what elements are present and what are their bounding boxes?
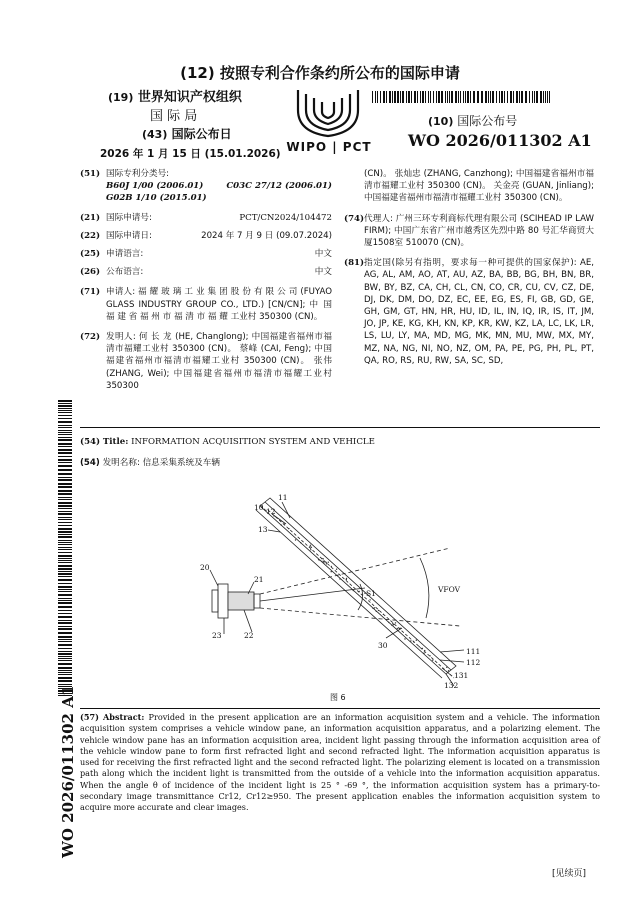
barcode-top-svg bbox=[372, 91, 552, 103]
field-app-no: (21) 国际申请号: PCT/CN2024/104472 bbox=[80, 212, 332, 223]
barcode-bar bbox=[58, 576, 72, 577]
barcode-bar bbox=[386, 91, 387, 103]
barcode-bar bbox=[58, 469, 72, 471]
barcode-bar bbox=[536, 91, 538, 103]
barcode-bar bbox=[58, 680, 72, 682]
barcode-bar bbox=[58, 452, 72, 454]
label-22: 22 bbox=[244, 631, 254, 640]
barcode-bar bbox=[58, 555, 72, 557]
wipo-logo bbox=[286, 80, 372, 160]
barcode-bar bbox=[58, 626, 72, 627]
barcode-bar bbox=[392, 91, 393, 103]
barcode-bar bbox=[58, 674, 72, 675]
barcode-bar bbox=[417, 91, 418, 103]
barcode-bar bbox=[58, 443, 72, 445]
field-inventors: (72) 发明人: 何 长 龙 (HE, Changlong); 中国福建省福州市福清市福耀工业村 350300 (CN)。 蔡峰 (CAI, Feng); 中国福建省福州市福清市福耀工业村 350300 (CN)。 张伟 (ZHANG, Wei); 中国福建省福州市福清市福耀工业村 350300 bbox=[80, 332, 332, 391]
barcode-bar bbox=[545, 91, 546, 103]
barcode-bar bbox=[532, 91, 533, 103]
barcode-bar bbox=[58, 434, 72, 435]
barcode-bar bbox=[58, 560, 72, 561]
section-divider bbox=[80, 427, 600, 428]
left-column bbox=[80, 168, 332, 392]
pane-dot bbox=[281, 524, 282, 525]
barcode-bar bbox=[496, 91, 497, 103]
pub-date-value: 2026 年 1 月 15 日 (15.01.2026) bbox=[100, 148, 281, 160]
label-12: 12 bbox=[266, 507, 276, 516]
pane-layer bbox=[256, 510, 442, 678]
side-barcode bbox=[58, 400, 72, 700]
barcode-bar bbox=[534, 91, 535, 103]
pane-dot bbox=[410, 640, 411, 641]
barcode-bar bbox=[58, 620, 72, 621]
barcode-bar bbox=[516, 91, 518, 103]
barcode-bar bbox=[58, 519, 72, 520]
barcode-bar bbox=[58, 628, 72, 630]
pane-dot bbox=[383, 614, 384, 615]
barcode-bar bbox=[58, 591, 72, 592]
barcode-bar bbox=[521, 91, 523, 103]
barcode-bar bbox=[58, 511, 72, 512]
document-title: (12) 按照专利合作条约所公布的国际申请 bbox=[180, 64, 460, 82]
pane-dot bbox=[399, 628, 400, 629]
barcode-bar bbox=[58, 430, 72, 431]
pane-dot bbox=[376, 611, 377, 612]
pane-dot bbox=[310, 549, 311, 550]
pane-dot bbox=[416, 640, 417, 641]
pane-dot bbox=[321, 561, 322, 562]
pane-dot bbox=[397, 628, 398, 629]
barcode-bar bbox=[58, 528, 72, 530]
label-13: 13 bbox=[258, 525, 268, 534]
title-chinese: (54) 发明名称: 信息采集系统及车辆 bbox=[80, 458, 220, 468]
barcode-bar bbox=[438, 91, 440, 103]
barcode-bar bbox=[58, 531, 72, 533]
field-pub-lang: (26) 公布语言: 中文 bbox=[80, 267, 332, 278]
barcode-bar bbox=[406, 91, 407, 103]
pane-dot bbox=[319, 560, 320, 561]
barcode-bar bbox=[504, 91, 505, 103]
barcode-bar bbox=[465, 91, 466, 103]
barcode-bar bbox=[58, 459, 72, 461]
org-block: (19) 世界知识产权组织 国 际 局 bbox=[108, 86, 258, 124]
barcode-bar bbox=[58, 497, 72, 498]
barcode-bar bbox=[549, 91, 550, 103]
barcode-bar bbox=[58, 651, 72, 652]
pane-dot bbox=[318, 559, 319, 560]
label-10: 10 bbox=[254, 503, 264, 512]
barcode-bar bbox=[540, 91, 542, 103]
leader-line bbox=[210, 570, 218, 586]
pane-dot bbox=[378, 610, 379, 611]
label-vfov: VFOV bbox=[438, 585, 461, 594]
pane-dot bbox=[323, 561, 324, 562]
pane-dot bbox=[295, 539, 296, 540]
barcode-bar bbox=[433, 91, 434, 103]
barcode-bar bbox=[58, 403, 72, 404]
pane-dot bbox=[419, 646, 420, 647]
barcode-bar bbox=[58, 493, 72, 495]
lens-front bbox=[254, 594, 260, 608]
pane-dot bbox=[346, 578, 347, 579]
label-20: 20 bbox=[200, 563, 210, 572]
pane-dot bbox=[300, 542, 301, 543]
barcode-bar bbox=[58, 613, 72, 614]
field-classification: (51) 国际专利分类号: B60J 1/00 (2006.01) C03C 27/12 (2006.01) G02B 1/10 (2015.01) bbox=[80, 169, 332, 204]
barcode-bar bbox=[58, 499, 72, 500]
field-designated-states: (81) 指定国(除另有指明，要求每一种可提供的国家保护): AE, AG, AL, AM, AO, AT, AU, AZ, BA, BB, BG, BH, BN, BR, BW, BY, BZ, CA, CH, CL, CN, CO, CR, CU, CV, CZ, DE, DJ, DK, DM, DO, DZ, EC, EE, EG, ES, FI, GB, GD, GE, GH, GM, GT, HN, HR, HU, ID, IL, IN, IQ, IR, IS, IT, JM, JO, JP, KE, KG, KH, KN, KP, KR, KW, KZ, LA, LC, LK, LR, LS, LU, LY, MA, MD, MG, MK, MN, MU, MW, MX, MY, MZ, NA, NG, NI, NO, NZ, OM, PA, PE, PG, PH, PL, PT, QA, RO, RS, RU, RW, SA, SC, SD, bbox=[344, 258, 594, 366]
barcode-bar bbox=[372, 91, 373, 103]
barcode-bar bbox=[58, 473, 72, 475]
barcode-bar bbox=[58, 513, 72, 515]
barcode-bar bbox=[58, 400, 72, 402]
barcode-bar bbox=[58, 648, 72, 649]
pane-dot bbox=[392, 623, 393, 624]
pane-dot bbox=[424, 650, 425, 651]
barcode-bar bbox=[58, 415, 72, 416]
pane-dot bbox=[353, 590, 354, 591]
barcode-bar bbox=[58, 641, 72, 642]
barcode-bar bbox=[400, 91, 401, 103]
barcode-bar bbox=[529, 91, 530, 103]
barcode-bar bbox=[58, 421, 72, 423]
barcode-bar bbox=[58, 465, 72, 467]
barcode-bar bbox=[58, 544, 72, 545]
barcode-bar bbox=[58, 517, 72, 518]
pane-dot bbox=[288, 528, 289, 529]
label-11: 11 bbox=[278, 493, 288, 502]
barcode-bar bbox=[58, 547, 72, 548]
barcode-bar bbox=[58, 622, 72, 624]
barcode-bar bbox=[58, 502, 72, 504]
barcode-bar bbox=[58, 505, 72, 507]
label-s1: S1 bbox=[366, 589, 376, 598]
pane-dot bbox=[309, 546, 310, 547]
barcode-bar bbox=[501, 91, 503, 103]
barcode-bar bbox=[414, 91, 416, 103]
barcode-bar bbox=[490, 91, 491, 103]
barcode-bar bbox=[519, 91, 520, 103]
barcode-bar bbox=[543, 91, 544, 103]
camera-lens bbox=[228, 592, 254, 610]
barcode-bar bbox=[58, 579, 72, 581]
pub-date-block: (43) 国际公布日 2026 年 1 月 15 日 (15.01.2026) bbox=[100, 127, 281, 160]
pane-dot bbox=[369, 599, 370, 600]
barcode-bar bbox=[58, 571, 72, 572]
barcode-bar bbox=[420, 91, 421, 103]
barcode-bar bbox=[58, 522, 72, 523]
barcode-bar bbox=[58, 616, 72, 618]
top-barcode bbox=[372, 88, 552, 100]
angle-arc-vfov bbox=[420, 558, 429, 618]
barcode-bar bbox=[58, 602, 72, 604]
barcode-bar bbox=[58, 660, 72, 661]
pane-dot bbox=[321, 558, 322, 559]
barcode-bar bbox=[451, 91, 453, 103]
barcode-bar bbox=[58, 667, 72, 669]
barcode-bar bbox=[58, 449, 72, 451]
wipo-pct-text: WIPO | PCT bbox=[286, 140, 372, 154]
barcode-bar bbox=[58, 636, 72, 638]
abstract: (57) Abstract: Provided in the present application are an information acquisition system and a vehicle. The information acquisition system comprises a vehicle window pane, an information acquisition apparatus, and a polarizing element. The vehicle window pane has an information acquisition area, incident light passing through the information acquisition area of the vehicle window pane to form first refracted light and second refracted light. The information acquisition apparatus is used for receiving the first refracted light and the second refracted light. The polarizing element is located on a transmission path along which the incident light is transmitted from the outside of a vehicle into the information acquisition apparatus. When the angle θ of incidence of the incident light is 25 ° -69 °, the information acquisition system has a primary-to-secondary image transmittance Cr12, Cr12≥950. The present application enables the information acquisition system to acquire more accurate and clear images. bbox=[80, 712, 601, 813]
barcode-bar bbox=[58, 446, 72, 447]
pane-dot bbox=[346, 579, 347, 580]
barcode-side-svg bbox=[58, 400, 72, 700]
barcode-bar bbox=[58, 639, 72, 640]
barcode-bar bbox=[58, 589, 72, 590]
barcode-bar bbox=[58, 549, 72, 550]
pane-dot bbox=[311, 547, 312, 548]
barcode-bar bbox=[389, 91, 391, 103]
barcode-bar bbox=[394, 91, 396, 103]
barcode-bar bbox=[58, 606, 72, 608]
barcode-bar bbox=[58, 610, 72, 611]
title-english: (54) Title: INFORMATION ACQUISITION SYSTEM AND VEHICLE bbox=[80, 437, 375, 447]
field-applicant: (71) 申请人: 福 耀 玻 璃 工 业 集 团 股 份 有 限 公 司 (FUYAO GLASS INDUSTRY GROUP CO., LTD.) [CN/CN]; 中 国 福 建 省 福 州 市 福 清 市 福 耀 工业村 350300 (CN)。 bbox=[80, 287, 332, 322]
barcode-bar bbox=[380, 91, 381, 103]
barcode-bar bbox=[58, 558, 72, 559]
barcode-bar bbox=[58, 562, 72, 563]
barcode-bar bbox=[58, 405, 72, 407]
barcode-bar bbox=[492, 91, 494, 103]
class-entry: C03C 27/12 (2006.01) bbox=[226, 181, 332, 192]
barcode-bar bbox=[425, 91, 426, 103]
barcode-bar bbox=[510, 91, 512, 103]
right-column bbox=[344, 168, 594, 367]
barcode-bar bbox=[377, 91, 378, 103]
barcode-bar bbox=[58, 658, 72, 659]
pane-dot bbox=[404, 638, 405, 639]
barcode-bar bbox=[58, 672, 72, 673]
barcode-bar bbox=[408, 91, 410, 103]
barcode-bar bbox=[58, 573, 72, 575]
barcode-bar bbox=[58, 536, 72, 538]
barcode-bar bbox=[58, 410, 72, 411]
class-entry: B60J 1/00 (2006.01) bbox=[106, 181, 204, 192]
pane-dot bbox=[395, 622, 396, 623]
barcode-bar bbox=[507, 91, 508, 103]
pane-dot bbox=[429, 655, 430, 656]
barcode-bar bbox=[488, 91, 489, 103]
pane-dot bbox=[388, 622, 389, 623]
label-111: 111 bbox=[466, 647, 481, 656]
abstract-text: Provided in the present application are an information acquisition system and a vehicle. The information acquisition system comprises a vehicle window pane, an information acquisition apparatus, and a polarizing element. The vehicle window pane has an information acquisition area, incident light passing through the information acquisition area of the vehicle window pane to form first refracted light and second refracted light. The information acquisition apparatus is used for receiving the first refracted light and the second refracted light. The polarizing element is located on a transmission path along which the incident light is transmitted from the outside of a vehicle into the information acquisition apparatus. When the angle θ of incidence of the incident light is 25 ° -69 °, the information acquisition system has a primary-to-secondary image transmittance Cr12, Cr12≥950. The present application enables the information acquisition system to acquire more accurate and clear images. bbox=[80, 712, 601, 813]
pane-dot bbox=[446, 667, 447, 668]
label-132: 132 bbox=[444, 681, 459, 688]
barcode-bar bbox=[470, 91, 471, 103]
field-app-date: (22) 国际申请日: 2024 年 7 月 9 日 (09.07.2024) bbox=[80, 230, 332, 241]
pub-no-block: (10) 国际公布号 WO 2026/011302 A1 bbox=[408, 112, 608, 150]
camera-body bbox=[218, 584, 228, 618]
barcode-bar bbox=[58, 425, 72, 426]
pane-dot bbox=[422, 648, 423, 649]
barcode-bar bbox=[428, 91, 429, 103]
class-entry: G02B 1/10 (2015.01) bbox=[106, 193, 207, 204]
barcode-bar bbox=[422, 91, 424, 103]
label-112: 112 bbox=[466, 658, 481, 667]
pane-dot bbox=[423, 652, 424, 653]
barcode-bar bbox=[58, 525, 72, 526]
barcode-bar bbox=[449, 91, 450, 103]
leader-line bbox=[440, 650, 464, 652]
barcode-bar bbox=[58, 439, 72, 441]
barcode-bar bbox=[477, 91, 479, 103]
barcode-bar bbox=[458, 91, 459, 103]
pane-dot bbox=[328, 562, 329, 563]
barcode-bar bbox=[58, 670, 72, 671]
barcode-bar bbox=[58, 483, 72, 485]
barcode-bar bbox=[58, 479, 72, 481]
barcode-bar bbox=[58, 677, 72, 679]
barcode-bar bbox=[58, 508, 72, 509]
pane-dot bbox=[413, 641, 414, 642]
barcode-bar bbox=[58, 490, 72, 492]
pane-dot bbox=[283, 523, 284, 524]
barcode-bar bbox=[447, 91, 448, 103]
barcode-bar bbox=[397, 91, 399, 103]
barcode-bar bbox=[58, 565, 72, 567]
continued-note: [见续页] bbox=[552, 869, 587, 879]
barcode-bar bbox=[58, 462, 72, 463]
barcode-bar bbox=[58, 586, 72, 588]
barcode-bar bbox=[58, 568, 72, 570]
pub-no-value: WO 2026/011302 A1 bbox=[408, 131, 592, 150]
leader-line bbox=[244, 610, 252, 632]
figure-caption: 图 6 bbox=[330, 693, 346, 702]
pane-dot bbox=[362, 594, 363, 595]
barcode-bar bbox=[547, 91, 548, 103]
barcode-bar bbox=[463, 91, 464, 103]
pane-dot bbox=[359, 591, 360, 592]
pane-dot bbox=[393, 624, 394, 625]
barcode-bar bbox=[58, 412, 72, 413]
pane-dot bbox=[331, 566, 332, 567]
field-agent: (74) 代理人: 广州三环专利商标代理有限公司 (SCIHEAD IP LAW FIRM); 中国广东省广州市越秀区先烈中路 80 号汇华商贸大厦1508室 510070 (CN)。 bbox=[344, 213, 594, 249]
pane-dot bbox=[374, 607, 375, 608]
barcode-bar bbox=[58, 408, 72, 409]
barcode-bar bbox=[58, 600, 72, 601]
side-pub-number: WO 2026/011302 A1 bbox=[59, 685, 77, 858]
label-23: 23 bbox=[212, 631, 222, 640]
barcode-bar bbox=[58, 644, 72, 646]
field-filing-lang: (25) 申请语言: 中文 bbox=[80, 249, 332, 260]
pane-dot bbox=[310, 545, 311, 546]
label-21: 21 bbox=[254, 575, 264, 584]
barcode-bar bbox=[383, 91, 385, 103]
pane-dot bbox=[391, 625, 392, 626]
pane-dot bbox=[326, 562, 327, 563]
barcode-bar bbox=[460, 91, 461, 103]
barcode-bar bbox=[499, 91, 500, 103]
barcode-bar bbox=[402, 91, 404, 103]
barcode-bar bbox=[436, 91, 437, 103]
pane-dot bbox=[331, 571, 332, 572]
barcode-bar bbox=[58, 456, 72, 457]
pane-dot bbox=[326, 563, 327, 564]
barcode-bar bbox=[58, 594, 72, 596]
barcode-bar bbox=[58, 432, 72, 433]
patent-drawing bbox=[190, 488, 500, 688]
barcode-bar bbox=[58, 663, 72, 665]
barcode-bar bbox=[58, 477, 72, 478]
fov-line bbox=[260, 608, 460, 626]
barcode-bar bbox=[455, 91, 457, 103]
org-name: 世界知识产权组织 bbox=[137, 90, 242, 105]
barcode-bar bbox=[485, 91, 487, 103]
pane-dot bbox=[372, 608, 373, 609]
pane-layer bbox=[265, 502, 451, 670]
inventors-continued: (CN)。 张灿忠 (ZHANG, Canzhong); 中国福建省福州市福清市福耀工业村 350300 (CN)。 关金亮 (GUAN, Jinliang); 中国福建省福州市福清市福耀工业村 350300 (CN)。 bbox=[364, 169, 594, 204]
pane-dot bbox=[448, 670, 449, 671]
barcode-bar bbox=[58, 653, 72, 655]
barcode-bar bbox=[430, 91, 431, 103]
barcode-bar bbox=[58, 598, 72, 599]
pane-dot bbox=[323, 562, 324, 563]
pane-dot bbox=[323, 558, 324, 559]
label-131: 131 bbox=[454, 671, 469, 680]
abstract-divider bbox=[80, 708, 600, 709]
barcode-bar bbox=[58, 486, 72, 488]
barcode-bar bbox=[58, 542, 72, 543]
barcode-bar bbox=[58, 583, 72, 584]
camera-mount bbox=[212, 590, 218, 612]
barcode-bar bbox=[58, 534, 72, 535]
barcode-bar bbox=[375, 91, 376, 103]
barcode-bar bbox=[481, 91, 483, 103]
barcode-bar bbox=[445, 91, 446, 103]
barcode-bar bbox=[58, 540, 72, 541]
barcode-bar bbox=[58, 656, 72, 657]
barcode-bar bbox=[441, 91, 443, 103]
barcode-bar bbox=[58, 552, 72, 553]
barcode-bar bbox=[58, 427, 72, 428]
label-30: 30 bbox=[378, 641, 388, 650]
pane-dot bbox=[339, 578, 340, 579]
barcode-bar bbox=[513, 91, 514, 103]
barcode-bar bbox=[473, 91, 475, 103]
barcode-bar bbox=[467, 91, 469, 103]
barcode-bar bbox=[411, 91, 412, 103]
barcode-bar bbox=[58, 418, 72, 419]
pane-dot bbox=[336, 569, 337, 570]
org-name-line2: 国 际 局 bbox=[150, 109, 198, 124]
pane-dot bbox=[432, 660, 433, 661]
barcode-bar bbox=[58, 437, 72, 438]
barcode-bar bbox=[525, 91, 527, 103]
barcode-bar bbox=[58, 632, 72, 634]
